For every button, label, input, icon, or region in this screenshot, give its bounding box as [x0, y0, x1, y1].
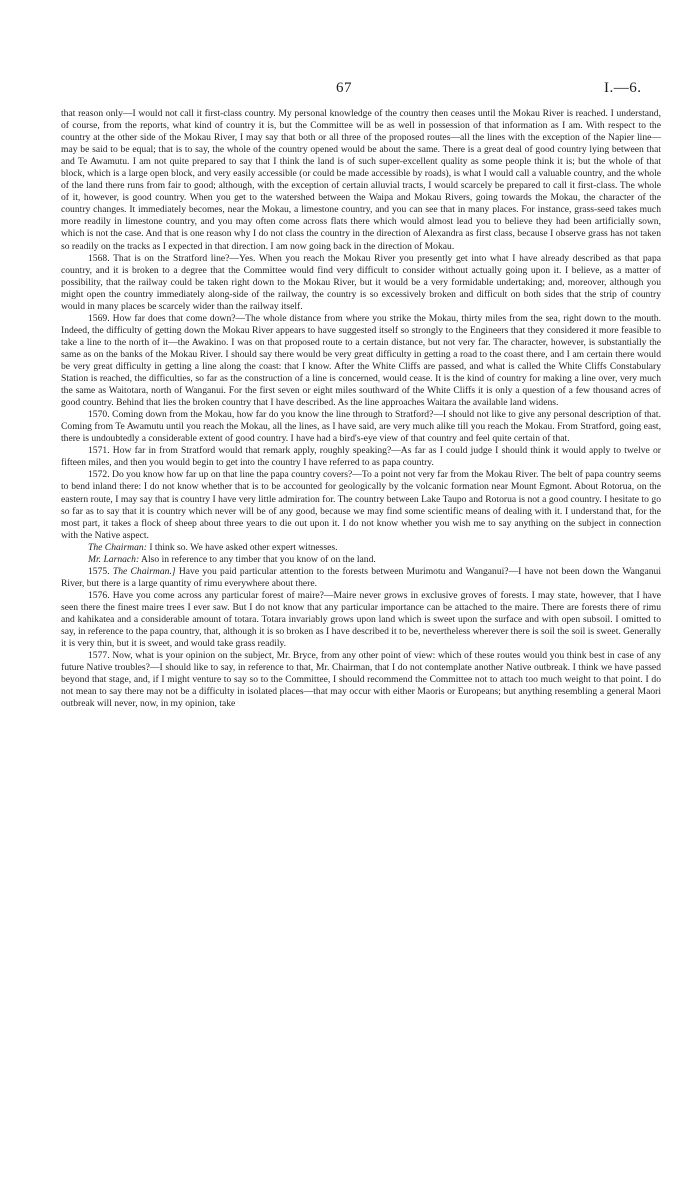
body-text: [61, 108, 661, 710]
paragraph-continuation: that reason only—I would not call it first-class country. My personal knowledge of the country then ceases until the Mokau River is reached. I understand, of course, from the reports, what kind of country it is, but the Committee will be as well in possession of that information as I am. With respect to the country at the other side of the Mokau River, I may say that both or all three of the proposed routes—all the lines with the exception of the Napier line—may be said to be equal; that is to say, the whole of the country opened would be about the same. There is a great deal of good country lying between that and Te Awamutu. I am not quite prepared to say that I think the land is of such super-excellent quality as some people think it is; but the whole of that block, which is a large open block, and very easily accessible (or could be made accessible by roads), is what I would call a valuable country, and the whole of the land there runs from fair to good; although, with the exception of certain alluvial tracts, I would scarcely be prepared to call it first-class. The whole of it, however, is good country. When you get to the watershed between the Waipa and Mokau Rivers, going towards the Mokau, the character of the country changes. It immediately becomes, near the Mokau, a limestone country, and you can see that in many places. For instance, grass-seed takes much more readily in limestone country, and you may often come across flats there which would almost lead you to believe they had been artificially sown, which is not the case. And that is one reason why I do not class the country in the direction of Alexandra as first class, because I observe grass has not taken so readily on the tracks as I expected in that direction. I am now going back in the direction of Mokau.: [61, 108, 661, 252]
paragraph-1570: 1570. Coming down from the Mokau, how far do you know the line through to Stratford?—I should not like to give any personal description of that. Coming from Te Awamutu until you reach the Mokau, all the lines, as I have said, are very much alike till you reach the Mokau. From Stratford, going east, there is undoubtedly a considerable extent of good country. I have had a bird's-eye view of that country and feel quite certain of that.: [61, 409, 661, 445]
speaker-label: The Chairman:: [88, 541, 147, 553]
paragraph-1569: 1569. How far does that come down?—The whole distance from where you strike the Mokau, thirty miles from the sea, right down to the mouth. Indeed, the difficulty of getting down the Mokau River appears to have suggested itself so strongly to the Engineers that they considered it more feasible to take a line to the north of it—the Awakino. I was on that proposed route to a certain distance, but not very far. The character, however, is substantially the same as on the banks of the Mokau River. I should say there would be very great difficulty in getting a road to the coast there, and I am certain there would be very great difficulty in getting a line along the coast: that I know. After the White Cliffs are passed, and what is called the White Cliffs Constabulary Station is reached, the difficulties, so far as the construction of a line is concerned, would cease. It is the kind of country for making a line over, very much the same as Waitotara, north of Wanganui. For the first seven or eight miles southward of the White Cliffs it is only a question of a few thousand acres of good country. Behind that lies the broken country that I have described. As the line approaches Waitara the available land widens.: [61, 312, 661, 409]
paragraph-1575: [61, 566, 661, 590]
document-reference: I.—6.: [604, 80, 642, 96]
paragraph-larnach: [61, 554, 661, 566]
paragraph-1571: 1571. How far in from Stratford would that remark apply, roughly speaking?—As far as I could judge I should think it would apply to twelve or fifteen miles, and then you would begin to get into the country I have referred to as papa country.: [61, 445, 661, 469]
paragraph-1576: 1576. Have you come across any particular forest of maire?—Maire never grows in exclusive groves of forests. I may state, however, that I have seen there the finest maire trees I ever saw. But I do not know that any particular importance can be attached to the maire. There are forests there of rimu and kahikatea and a considerable amount of totara. Totara invariably grows upon land which is sweet upon the surface and with open subsoil. I omitted to say, in reference to the papa country, that, although it is so broken as I have described it to be, nevertheless wherever there is soil the soil is sweet. Generally it is very thin, but it is sweet, and would take grass readily.: [61, 589, 661, 650]
speaker-label: The Chairman.]: [112, 565, 176, 577]
speaker-text: Also in reference to any timber that you know of on the land.: [141, 553, 376, 565]
question-number: 1575.: [88, 565, 110, 577]
speaker-label: Mr. Larnach:: [88, 553, 140, 565]
speaker-text: Have you paid particular attention to the forests between Murimotu and Wanganui?—I have not been down the Wanganui River, but there is a large quantity of rimu everywhere about there.: [61, 565, 661, 589]
paragraph-chairman: [61, 542, 661, 554]
paragraph-1577: 1577. Now, what is your opinion on the subject, Mr. Bryce, from any other point of view: which of these routes would you think best in case of any future Native troubles?—I should like to say, in reference to that, Mr. Chairman, that I do not contemplate another Native outbreak. I think we have passed beyond that stage, and, if I might venture to say so to the Committee, I should recommend the Committee not to attach too much weight to that point. I do not mean to say there may not be a difficulty in isolated places—that may occur with either Maoris or Europeans; but anything resembling a general Maori outbreak will never, now, in my opinion, take: [61, 650, 661, 710]
page-number: 67: [336, 80, 352, 96]
speaker-text: I think so. We have asked other expert witnesses.: [149, 541, 338, 553]
paragraph-1572: 1572. Do you know how far up on that line the papa country covers?—To a point not very far from the Mokau River. The belt of papa country seems to bend inland there: I do not know whether that is to be accounted for geologically by the volcanic formation near Mount Egmont. About Rotorua, on the eastern route, I may say that is country I have very little admiration for. The country between Lake Taupo and Rotorua is not a good country. I hesitate to go so far as to say that it is country which never will be of any good, because we may find some scientific means of dealing with it. I understand that, for the most part, it takes a flock of sheep about three years to die out upon it. I do not know whether you wish me to say anything on the subject in connection with the Native aspect.: [61, 469, 661, 541]
paragraph-1568: 1568. That is on the Stratford line?—Yes. When you reach the Mokau River you presently get into what I have already described as that papa country, and it is broken to a degree that the Committee would find very difficult to consider without actually going upon it. I believe, as a matter of possibility, that the railway could be taken right down to the Mokau River, but it would be a very formidable undertaking; and, moreover, although you might open the country immediately along-side of the railway, the country is so excessively broken and difficult on both sides that the strip of country would in many places be scarcely wider than the railway itself.: [61, 252, 661, 312]
